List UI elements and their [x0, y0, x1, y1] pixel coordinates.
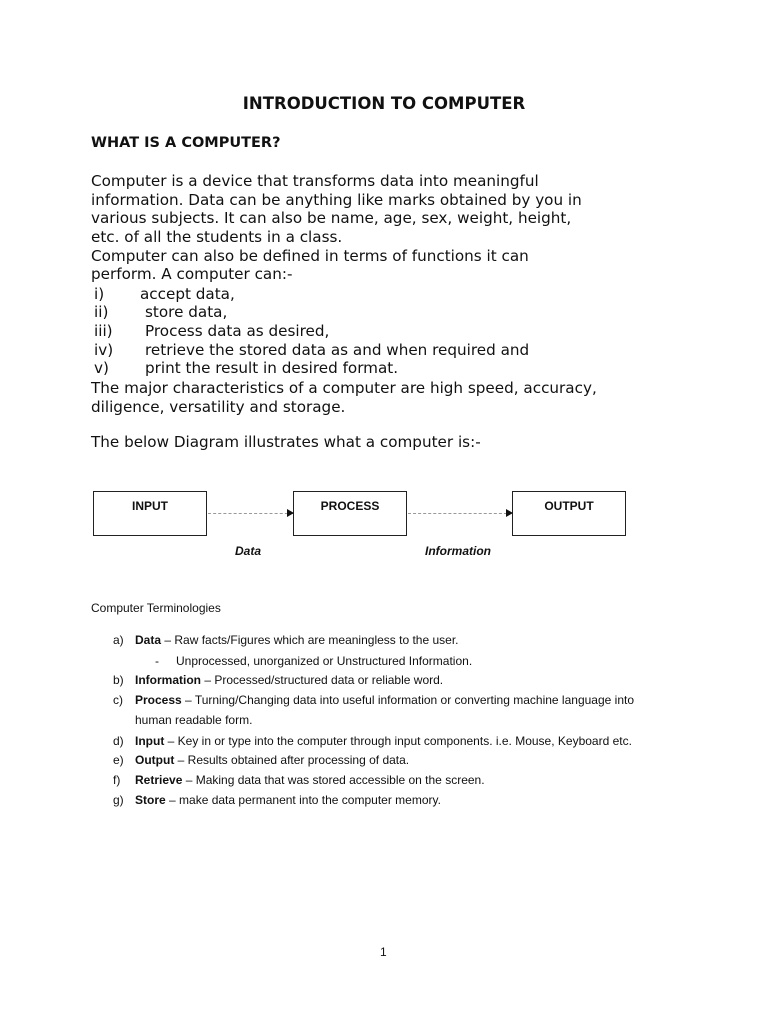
term: Data	[135, 633, 162, 647]
input-box: INPUT	[93, 491, 207, 536]
term: Information	[135, 673, 201, 687]
list-number: i)	[94, 285, 105, 303]
page-number: 1	[380, 945, 387, 959]
term: Input	[135, 734, 165, 748]
item-letter: b)	[113, 673, 124, 687]
sub-item: Unprocessed, unorganized or Unstructured Information.	[176, 654, 473, 668]
term-item	[135, 792, 441, 808]
data-label: Data	[235, 544, 262, 558]
information-label: Information	[425, 544, 491, 558]
diagram-intro: The below Diagram illustrates what a computer is:-	[91, 433, 481, 451]
paragraph-line: information. Data can be anything like marks obtained by you in	[91, 191, 582, 209]
definition: – make data permanent into the computer memory.	[165, 793, 441, 807]
definition: – Key in or type into the computer through input components. i.e. Mouse, Keyboard etc.	[164, 734, 632, 748]
paragraph-line: Computer can also be defined in terms of functions it can	[91, 247, 529, 265]
process-box: PROCESS	[293, 491, 407, 536]
output-box: OUTPUT	[512, 491, 626, 536]
definition: – Raw facts/Figures which are meaningless to the user.	[161, 633, 459, 647]
section-heading: WHAT IS A COMPUTER?	[91, 135, 281, 151]
list-number: iv)	[94, 341, 114, 359]
term: Retrieve	[135, 773, 183, 787]
definition: – Processed/structured data or reliable word.	[201, 673, 444, 687]
item-letter: a)	[113, 633, 124, 647]
definition: – Results obtained after processing of data.	[174, 753, 410, 767]
definition: – Turning/Changing data into useful information or converting machine language into	[181, 693, 634, 707]
list-item: retrieve the stored data as and when required and	[145, 341, 530, 359]
paragraph-line: etc. of all the students in a class.	[91, 228, 343, 246]
definition: – Making data that was stored accessible on the screen.	[182, 773, 485, 787]
arrow-icon	[208, 513, 293, 514]
term-item	[135, 752, 409, 768]
paragraph-line: various subjects. It can also be name, age, sex, weight, height,	[91, 209, 572, 227]
list-item: print the result in desired format.	[145, 359, 399, 377]
paragraph-line: Computer is a device that transforms data into meaningful	[91, 172, 539, 190]
arrow-icon	[408, 513, 512, 514]
document-title: INTRODUCTION TO COMPUTER	[242, 94, 526, 113]
list-number: v)	[94, 359, 109, 377]
paragraph-line: The major characteristics of a computer are high speed, accuracy,	[91, 379, 597, 397]
list-item: accept data,	[140, 285, 235, 303]
term-item	[135, 692, 634, 708]
list-number: iii)	[94, 322, 113, 340]
item-letter: g)	[113, 793, 124, 807]
paragraph-line: diligence, versatility and storage.	[91, 398, 346, 416]
item-letter: f)	[113, 773, 121, 787]
term: Output	[135, 753, 175, 767]
list-item: Process data as desired,	[145, 322, 330, 340]
item-letter: d)	[113, 734, 124, 748]
term-item	[135, 772, 485, 788]
item-letter: c)	[113, 693, 123, 707]
list-item: store data,	[145, 303, 228, 321]
term-item	[135, 672, 443, 688]
term-item	[135, 733, 632, 749]
dash-bullet: -	[155, 654, 159, 668]
term: Process	[135, 693, 182, 707]
item-letter: e)	[113, 753, 124, 767]
list-number: ii)	[94, 303, 109, 321]
paragraph-line: perform. A computer can:-	[91, 265, 293, 283]
terminologies-heading: Computer Terminologies	[91, 601, 221, 615]
definition-continued: human readable form.	[135, 713, 253, 727]
term: Store	[135, 793, 166, 807]
term-item	[135, 632, 459, 648]
